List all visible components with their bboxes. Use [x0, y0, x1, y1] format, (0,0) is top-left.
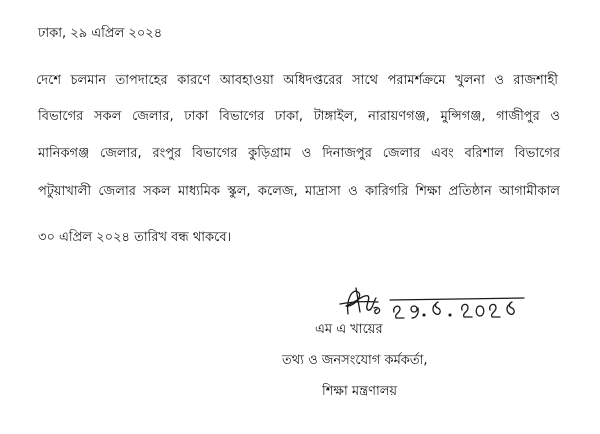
- notice-body-line-5: ৩০ এপ্রিল ২০২৪ তারিখ বন্ধ থাকবে।: [38, 230, 232, 245]
- notice-body-line-2: বিভাগের সকল জেলার, ঢাকা বিভাগের ঢাকা, টাঙ্গাইল, নারায়ণগঞ্জ, মুন্সিগঞ্জ, গাজীপুর ও: [38, 109, 560, 124]
- handwritten-signature: [338, 282, 528, 326]
- signatory-organization: শিক্ষা মন্ত্রণালয়: [322, 384, 398, 399]
- notice-body-line-4: পটুয়াখালী জেলার সকল মাধ্যমিক স্কুল, কলেজ, মাদ্রাসা ও কারিগরি শিক্ষা প্রতিষ্ঠান আগামীকাল: [38, 184, 560, 199]
- notice-date: ঢাকা, ২৯ এপ্রিল ২০২৪: [38, 26, 163, 41]
- notice-body-line-3: মানিকগঞ্জ জেলার, রংপুর বিভাগের কুড়িগ্রাম ও দিনাজপুর জেলার এবং বরিশাল বিভাগের: [38, 146, 560, 161]
- signatory-title: তথ্য ও জনসংযোগ কর্মকর্তা,: [282, 353, 428, 368]
- notice-body-line-1: দেশে চলমান তাপদাহের কারণে আবহাওয়া অধিদপ্তরের সাথে পরামর্শক্রমে খুলনা ও রাজশাহী: [36, 73, 558, 88]
- signatory-name: এম এ খায়ের: [315, 322, 383, 337]
